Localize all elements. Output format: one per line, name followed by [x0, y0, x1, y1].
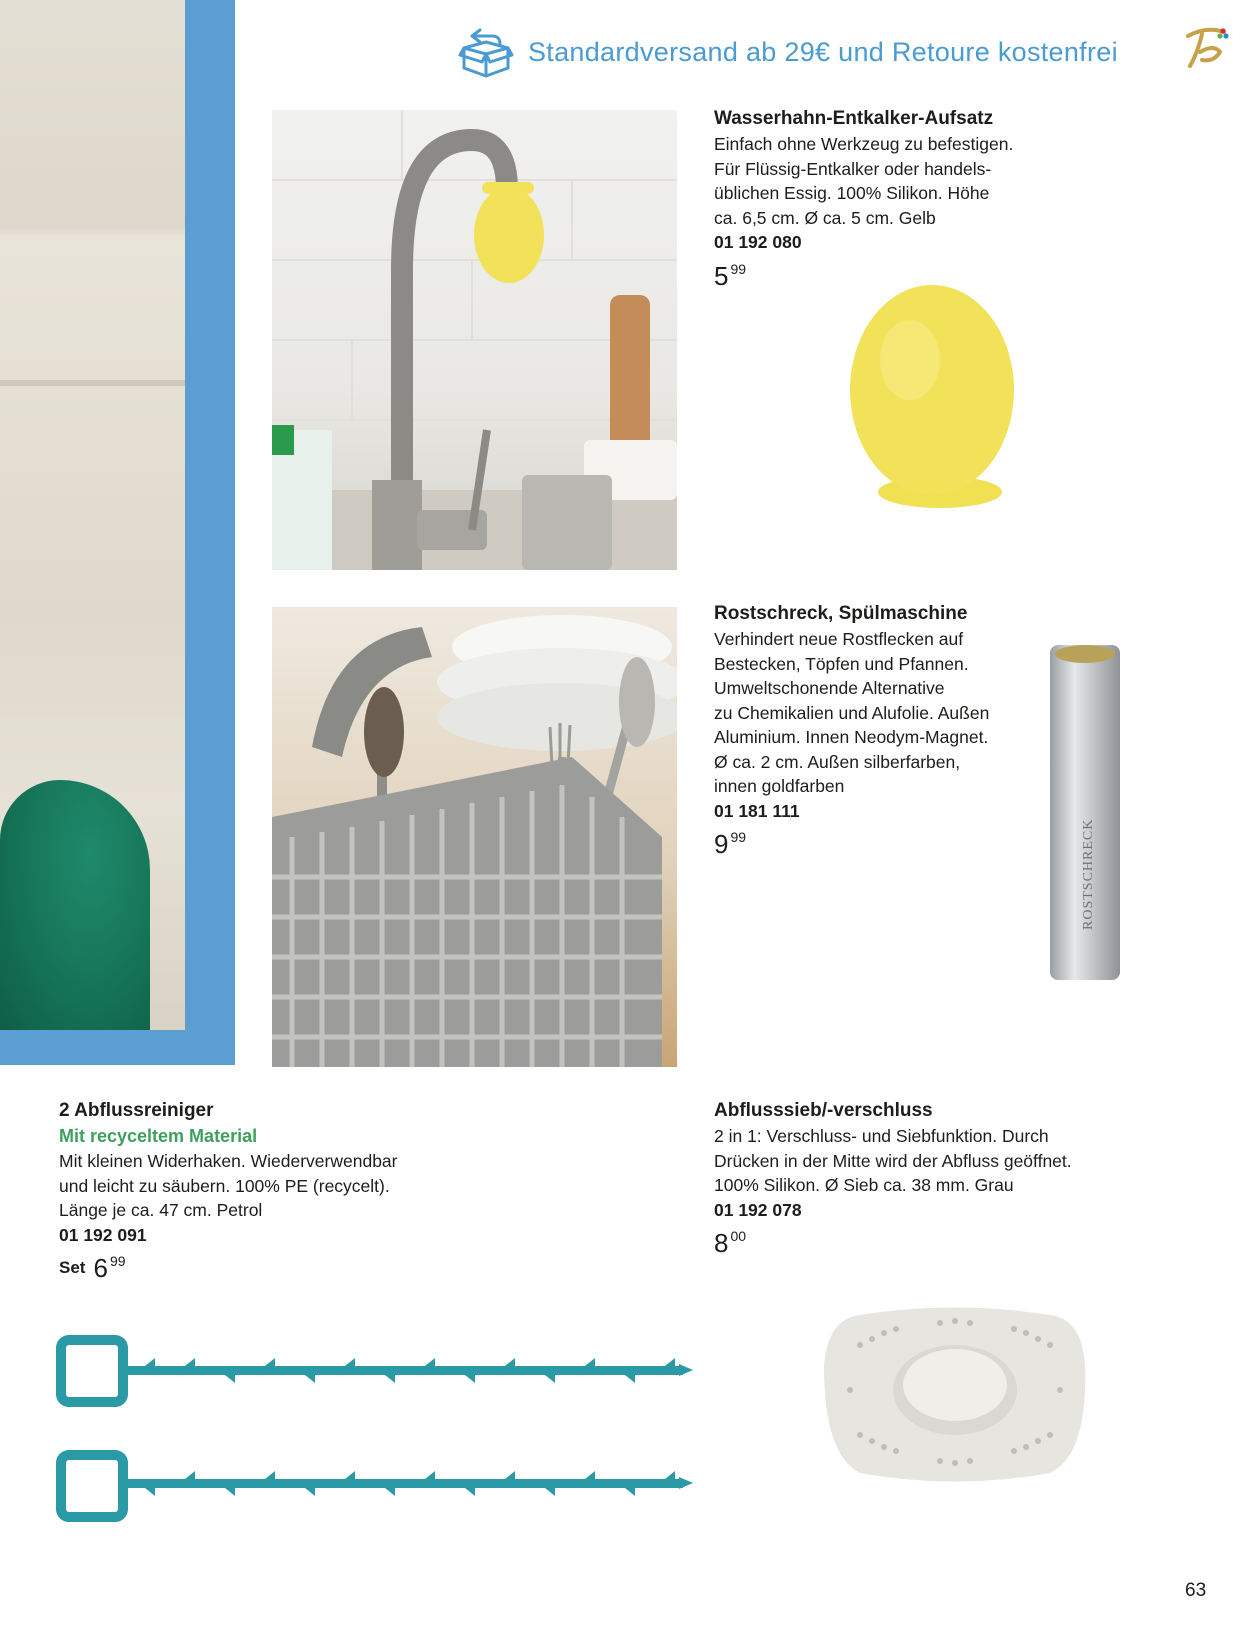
rostschreck-product-image	[1040, 640, 1130, 985]
product-abflussreiniger	[59, 1098, 619, 1285]
left-photo-towel	[0, 780, 150, 1030]
price-euro: 5	[714, 260, 729, 291]
article-number: 01 192 078	[714, 1199, 802, 1220]
product-price	[59, 1253, 619, 1285]
product-title: Abflusssieb/-verschluss	[714, 1100, 933, 1121]
page-number: 63	[1185, 1580, 1207, 1601]
left-photo-shelf	[0, 380, 185, 386]
left-decor-photo	[0, 0, 185, 1030]
blue-stripe-bottom	[0, 1030, 235, 1065]
price-cent: 99	[730, 260, 747, 277]
product-title: 2 Abflussreiniger	[59, 1100, 214, 1121]
product-description: Verhindert neue Rostflecken auf Bestecken, Töpfen und Pfannen. Umweltschonende Alternative zu Chemikalien und Alufolie. Außen Aluminium. Innen Neodym-Magnet. Ø ca. 2 cm. Außen silberfarben, innen goldfarben	[714, 629, 990, 796]
product-title: Wasserhahn-Entkalker-Aufsatz	[714, 108, 994, 129]
drain-cleaner-image-2	[55, 1445, 695, 1525]
drain-strainer-image	[820, 1305, 1090, 1485]
price-cent: 00	[730, 1228, 747, 1244]
shipping-text: Standardversand ab 29€ und Retoure kostenfrei	[528, 36, 1118, 67]
price-euro: 6	[93, 1253, 108, 1283]
product-abflusssieb	[714, 1098, 1214, 1258]
blue-stripe	[185, 0, 235, 1065]
cutlery-basket-photo	[272, 607, 677, 1067]
product-description: Mit kleinen Widerhaken. Wiederverwendbar und leicht zu säubern. 100% PE (recycelt). Länge je ca. 47 cm. Petrol	[59, 1151, 398, 1220]
price-cent: 99	[109, 1253, 126, 1269]
price-euro: 9	[714, 829, 729, 859]
product-description: Einfach ohne Werkzeug zu befestigen. Für Flüssig-Entkalker oder handels- üblichen Essig. 100% Silikon. Höhe ca. 6,5 cm. Ø ca. 5 cm. Gelb	[714, 134, 1014, 228]
drain-cleaner-image-1	[55, 1330, 695, 1410]
article-number: 01 192 080	[714, 232, 802, 252]
tchibo-logo-icon	[1180, 22, 1230, 72]
product-price	[714, 1228, 1214, 1258]
product-subtitle: Mit recyceltem Material	[59, 1126, 258, 1146]
article-number: 01 192 091	[59, 1224, 147, 1245]
product-entkalker	[714, 106, 1164, 291]
price-prefix: Set	[59, 1258, 86, 1277]
package-return-icon	[458, 24, 514, 80]
product-description: 2 in 1: Verschluss- und Siebfunktion. Durch Drücken in der Mitte wird der Abfluss geöffnet. 100% Silikon. Ø Sieb ca. 38 mm. Grau	[714, 1126, 1072, 1195]
rostschreck-engraving: ROSTSCHRECK	[1081, 818, 1096, 930]
price-euro: 8	[714, 1228, 729, 1258]
shipping-banner	[458, 22, 1218, 82]
faucet-photo	[272, 110, 677, 570]
article-number: 01 181 111	[714, 800, 800, 821]
product-title: Rostschreck, Spülmaschine	[714, 603, 968, 624]
price-cent: 99	[730, 829, 747, 845]
entkalker-product-image	[830, 280, 1020, 520]
